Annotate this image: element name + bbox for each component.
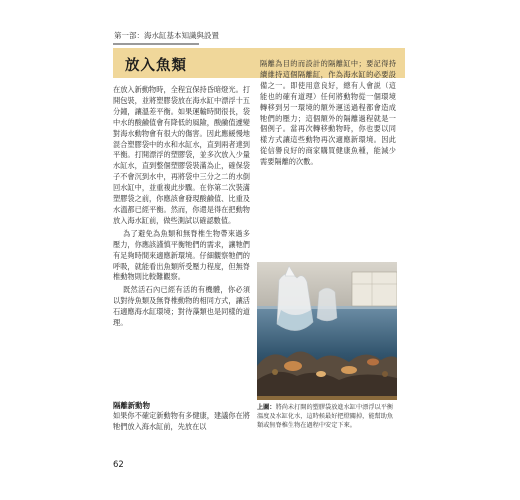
caption-text: 將尚未打開的塑膠袋放進水缸中漂浮以平衡溫度及水缸化水，這時候最好把燈關掉，能幫助魚類或無脊椎生物在過程中安定下來。: [257, 404, 394, 429]
page-number: 62: [113, 460, 124, 470]
aquarium-photo: [257, 262, 397, 400]
right-column: [260, 59, 396, 168]
subsection-title: 隔離新動物: [113, 401, 150, 410]
running-head: 第一部：海水缸基本知識與設置: [114, 31, 219, 40]
left-paragraph-2: 為了避免為魚類和無脊椎生物帶來過多壓力，你應該謹慎平衡牠們的需求，讓牠們有足夠時間來適應新環境。仔細觀察牠們的呼吸，就能看出魚類所受壓力程度，但無脊椎動物則比較難觀察。: [113, 228, 250, 282]
left-paragraph-3: 既然活石內已經有活的有機體，你必須以對待魚類及無脊椎動物的相同方式，讓活石適應海水缸環境；對待藻類也是同樣的道理。: [113, 285, 250, 328]
left-column-bottom: [113, 411, 250, 433]
header-rule: [113, 43, 199, 45]
caption-label: 上圖：: [257, 404, 276, 411]
aquarium-illustration: [257, 262, 397, 400]
right-paragraph-1: 隔離為目的而設計的隔離缸中；要記得持續維持這個隔離缸，作為海水缸的必要設備之一。即使用意良好，總有人會説（這能也的確有道理）任何將動物從一個環境轉移到另一環境的額外運送過程都會造成牠們的壓力；這個額外的隔離過程就是一個例子。當再次轉移動物時，你也要以同樣方式讓這些動物再次適應新環境。因此從信譽良好的商家購買健康魚種，能減少需要隔離的次數。: [260, 59, 396, 167]
left-paragraph-4: 如果你不確定新動物有多健康，建議你在將牠們放入海水缸前，先放在以: [113, 411, 250, 431]
section-title: 放入魚類: [125, 58, 187, 74]
left-paragraph-1: 在放入新動物時，全程宜保持昏暗燈光。打開包裝，並將塑膠袋放在海水缸中漂浮十五分鐘，讓溫差平衡。如果運輸時間很長，袋中水的酸鹼值會有降低的風險，酸鹼值遽變對海水動物會有很大的傷害。因此應緩慢地混合塑膠袋中的水和水缸水，直到兩者達到平衡。打開漂浮的塑膠袋，並多次放入少量水缸水，直到整個塑膠袋裝滿為止，確保袋子不會沉到水中，再將袋中三分之二的水倒回水缸中，並重複此步驟。在你第二次裝滿塑膠袋之前，你應該會發現酸鹼值、比重及水溫都已經平衡。然而，你還是得在把動物放入海水缸前，做些測試以確認數值。: [113, 85, 250, 225]
left-column: [113, 85, 250, 329]
photo-caption: [257, 403, 397, 430]
